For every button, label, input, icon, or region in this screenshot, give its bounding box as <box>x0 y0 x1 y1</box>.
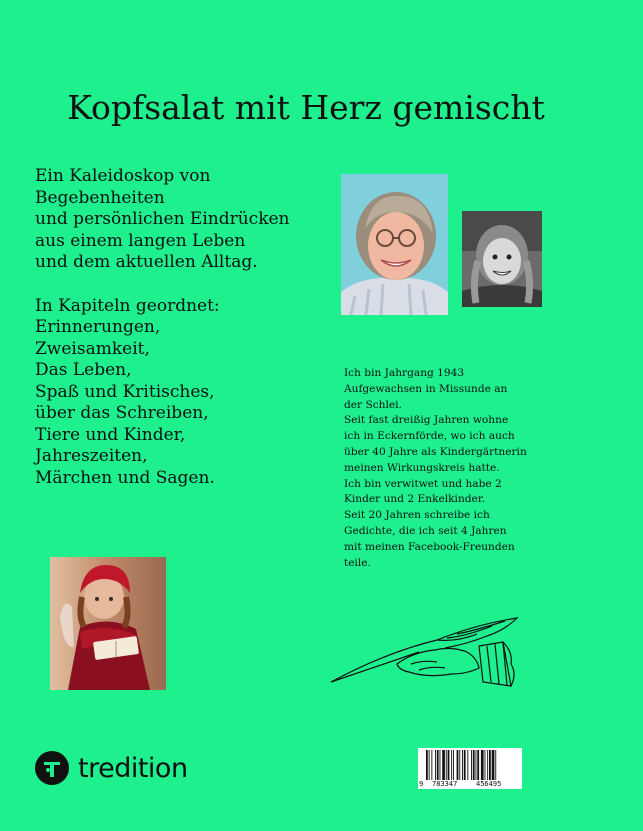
bio-line: Ich bin verwitwet und habe 2 <box>344 477 502 490</box>
chapter-item: Erinnerungen, <box>35 317 161 337</box>
chapters-heading: In Kapiteln geordnet: <box>35 295 220 316</box>
barcode-digit: 9 <box>419 780 424 788</box>
publisher-name: tredition <box>78 752 188 784</box>
paragraph-gap <box>35 274 325 296</box>
bio-line: teile. <box>344 556 371 569</box>
bio-line: Kinder und 2 Enkelkinder. <box>344 493 486 506</box>
chapter-item: Das Leben, <box>35 360 132 380</box>
blurb-line: und dem aktuellen Alltag. <box>35 252 258 272</box>
author-bio <box>344 366 559 571</box>
barcode-group-2: 456495 <box>476 780 502 788</box>
blurb-line: Ein Kaleidoskop von <box>35 166 211 186</box>
doll-reading-book-photo <box>50 557 166 690</box>
isbn-barcode <box>418 748 522 789</box>
quill-hand-illustration <box>327 612 523 692</box>
chapter-item: Spaß und Kritisches, <box>35 381 215 402</box>
book-blurb <box>35 166 325 489</box>
book-title: Kopfsalat mit Herz gemischt <box>67 88 545 127</box>
barcode-group-1: 783347 <box>432 780 458 788</box>
blurb-line: und persönlichen Eindrücken <box>35 209 290 229</box>
bio-line: mit meinen Facebook-Freunden <box>344 540 515 553</box>
bio-line: Aufgewachsen in Missunde an <box>344 382 508 395</box>
bio-line: ich in Eckernförde, wo ich auch <box>344 430 515 443</box>
blurb-line: Begebenheiten <box>35 187 165 208</box>
tredition-logo-icon <box>35 751 69 785</box>
blurb-line: aus einem langen Leben <box>35 230 246 251</box>
bio-line: Gedichte, die ich seit 4 Jahren <box>344 524 507 537</box>
chapter-item: Jahreszeiten, <box>35 446 148 466</box>
bio-line: meinen Wirkungskreis hatte. <box>344 461 500 474</box>
author-portrait-photo <box>341 174 448 315</box>
chapter-item: Tiere und Kinder, <box>35 424 186 445</box>
bio-line: Seit 20 Jahren schreibe ich <box>344 509 490 522</box>
chapter-item: Märchen und Sagen. <box>35 467 215 488</box>
bio-line: Seit fast dreißig Jahren wohne <box>344 414 509 427</box>
bio-line: über 40 Jahre als Kindergärtnerin <box>344 445 527 458</box>
bio-line: der Schlei. <box>344 398 402 411</box>
childhood-photo <box>462 211 542 307</box>
bio-line: Ich bin Jahrgang 1943 <box>344 367 465 379</box>
chapter-item: Zweisamkeit, <box>35 338 150 359</box>
publisher-logo <box>35 748 188 788</box>
chapter-item: über das Schreiben, <box>35 403 209 423</box>
